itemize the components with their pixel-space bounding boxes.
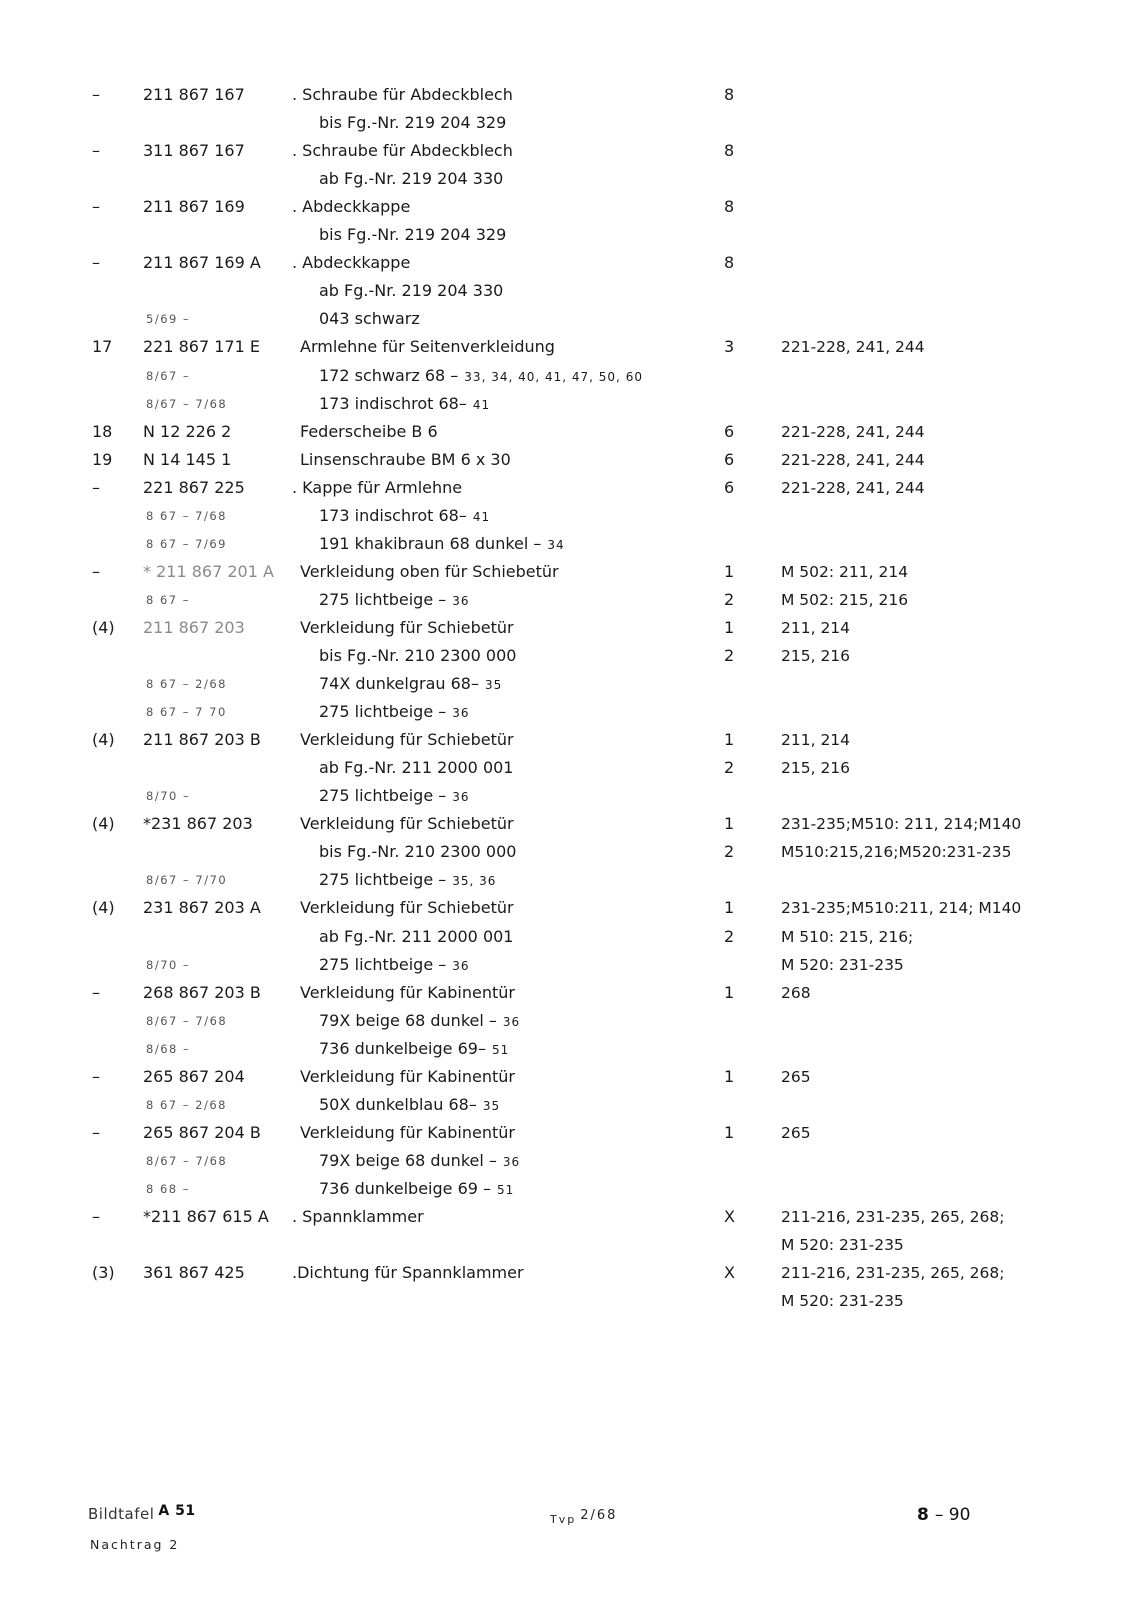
applicable-models: M 520: 231-235: [781, 1236, 904, 1255]
part-description: [319, 1035, 509, 1064]
validity-date: 8 67 – 7 70: [146, 705, 227, 720]
model-codes: 36: [502, 1014, 521, 1029]
applicable-models: 221-228, 241, 244: [781, 422, 925, 441]
part-number: 221 867 225: [143, 477, 245, 497]
quantity: 1: [724, 730, 735, 750]
part-number: 265 867 204: [143, 1066, 245, 1086]
quantity: 2: [724, 926, 735, 946]
description-text: ab Fg.-Nr. 211 2000 001: [319, 926, 514, 946]
part-number: *211 867 615 A: [143, 1207, 269, 1226]
description-text: 172 schwarz 68 –: [319, 365, 459, 385]
validity-date: 8/67 – 7/68: [146, 1153, 228, 1168]
description-text: bis Fg.-Nr. 219 204 329: [319, 225, 507, 245]
parts-list-subrow: [0, 586, 1142, 614]
part-description: [292, 249, 410, 277]
part-description: [319, 221, 506, 249]
description-text: Verkleidung für Schiebetür: [300, 617, 514, 637]
part-number: 211 867 203 B: [143, 730, 261, 750]
applicable-models: 221-228, 241, 244: [781, 450, 925, 469]
part-description: [319, 1091, 500, 1120]
parts-list-row: [0, 1063, 1142, 1091]
quantity: 1: [724, 1122, 735, 1142]
position-number: –: [92, 85, 100, 104]
part-description: [300, 614, 514, 642]
applicable-models: 268: [781, 983, 811, 1002]
validity-date: 8/67 –: [146, 368, 191, 383]
part-description: [292, 81, 513, 109]
model-codes: 34: [547, 537, 565, 552]
part-description: [300, 446, 511, 474]
typ-label: Tvp: [550, 1513, 577, 1526]
description-text: bis Fg.-Nr. 210 2300 000: [319, 646, 517, 665]
applicable-models: 221-228, 241, 244: [781, 478, 925, 497]
position-number: –: [92, 1207, 100, 1226]
part-description: [319, 165, 503, 193]
description-text: 736 dunkelbeige 69 –: [319, 1178, 492, 1198]
part-description: [300, 418, 438, 446]
part-description: [300, 558, 559, 586]
part-description: [300, 979, 515, 1007]
position-number: 17: [92, 337, 113, 357]
part-number: 211 867 169 A: [143, 253, 261, 273]
position-number: (4): [92, 730, 115, 750]
description-text: Verkleidung für Kabinentür: [300, 982, 515, 1002]
parts-list-row: [0, 81, 1142, 109]
quantity: 8: [724, 85, 735, 104]
part-description: [319, 277, 503, 305]
parts-list-subrow: [0, 1175, 1142, 1203]
model-codes: 36: [452, 790, 470, 805]
parts-list-subrow: [0, 502, 1142, 530]
validity-date: 8 67 – 2/68: [146, 677, 227, 692]
applicable-models: M 510: 215, 216;: [781, 927, 914, 946]
part-description: [319, 502, 490, 531]
position-number: –: [92, 253, 100, 273]
quantity: 2: [724, 758, 735, 778]
model-codes: 41: [472, 509, 491, 524]
description-text: . Kappe für Armlehne: [292, 477, 463, 497]
description-text: 173 indischrot 68–: [319, 393, 467, 413]
parts-list-subrow: [0, 305, 1142, 333]
bildtafel-value: A 51: [158, 1503, 196, 1519]
description-text: Verkleidung für Schiebetür: [300, 814, 514, 834]
description-text: 275 lichtbeige –: [319, 589, 447, 609]
applicable-models: 221-228, 241, 244: [781, 338, 925, 357]
parts-list-row: [0, 137, 1142, 165]
part-number: *231 867 203: [143, 814, 253, 834]
description-text: . Spannklammer: [292, 1207, 424, 1226]
validity-date: 5/69 –: [146, 312, 191, 327]
quantity: X: [724, 1263, 735, 1283]
description-text: 74X dunkelgrau 68–: [319, 674, 479, 694]
applicable-models: 265: [781, 1123, 811, 1142]
parts-list-subrow: [0, 866, 1142, 894]
model-codes: 35, 36: [452, 874, 497, 889]
part-description: [300, 894, 514, 922]
part-description: [300, 726, 514, 754]
part-description: [319, 1147, 520, 1176]
parts-list-subrow: [0, 165, 1142, 193]
part-description: [300, 1063, 515, 1091]
part-description: [292, 474, 462, 502]
part-number: * 211 867 201 A: [143, 561, 274, 581]
position-number: –: [92, 982, 100, 1002]
parts-list-row: [0, 474, 1142, 502]
part-description: [319, 1007, 520, 1036]
part-number: 265 867 204 B: [143, 1122, 261, 1142]
applicable-models: 231-235;M510:211, 214; M140: [781, 899, 1022, 918]
part-description: [300, 1119, 515, 1147]
parts-list-row: [0, 446, 1142, 474]
quantity: 2: [724, 589, 735, 609]
parts-list-row: [0, 1259, 1142, 1287]
part-description: [319, 782, 470, 811]
part-description: [319, 866, 496, 895]
applicable-models: 265: [781, 1067, 811, 1086]
position-number: (4): [92, 617, 115, 637]
quantity: 1: [724, 617, 735, 637]
page-number: [917, 1505, 970, 1525]
parts-list-subrow: [0, 754, 1142, 782]
parts-list-subrow: [0, 1035, 1142, 1063]
quantity: 8: [724, 197, 735, 217]
description-text: Verkleidung für Schiebetür: [300, 730, 514, 750]
part-number: N 12 226 2: [143, 421, 232, 441]
parts-list-subrow: [0, 530, 1142, 558]
part-description: [319, 838, 516, 866]
page-number-value: – 90: [934, 1505, 971, 1525]
parts-list-subrow: [0, 277, 1142, 305]
part-description: [292, 137, 513, 165]
parts-list-subrow: [0, 698, 1142, 726]
part-description: [319, 642, 516, 670]
parts-list-subrow: [0, 951, 1142, 979]
part-number: 211 867 203: [143, 617, 245, 637]
part-description: [292, 1203, 424, 1231]
parts-list-row: [0, 894, 1142, 922]
parts-list-subrow: [0, 109, 1142, 137]
parts-list-row: [0, 614, 1142, 642]
quantity: 1: [724, 898, 735, 918]
model-codes: 41: [472, 397, 491, 412]
position-number: 19: [92, 449, 113, 469]
parts-list-subrow: [0, 221, 1142, 249]
part-number: 361 867 425: [143, 1263, 245, 1283]
validity-date: 8/67 – 7/68: [146, 1013, 228, 1028]
description-text: . Abdeckkappe: [292, 253, 411, 273]
applicable-models: M 520: 231-235: [781, 1292, 904, 1311]
parts-list-row: [0, 979, 1142, 1007]
part-description: [319, 754, 513, 782]
description-text: 736 dunkelbeige 69–: [319, 1038, 486, 1058]
quantity: 6: [724, 477, 735, 497]
description-text: 043 schwarz: [319, 309, 420, 329]
position-number: 18: [92, 421, 113, 441]
quantity: 2: [724, 646, 735, 665]
description-text: ab Fg.-Nr. 211 2000 001: [319, 758, 514, 778]
part-description: [292, 1259, 524, 1287]
description-text: Armlehne für Seitenverkleidung: [300, 337, 555, 357]
applicable-models: 211, 214: [781, 731, 851, 750]
position-number: (4): [92, 898, 115, 918]
model-codes: 36: [452, 958, 470, 973]
footer-typ: [550, 1508, 618, 1527]
position-number: –: [92, 477, 100, 497]
model-codes: 51: [497, 1182, 515, 1197]
model-codes: 35: [484, 678, 503, 693]
parts-list-row: [0, 810, 1142, 838]
description-text: Federscheibe B 6: [300, 421, 438, 441]
parts-list-subrow: [0, 1147, 1142, 1175]
description-text: Linsenschraube BM 6 x 30: [300, 449, 511, 469]
quantity: 3: [724, 337, 735, 357]
description-text: 275 lichtbeige –: [319, 870, 447, 890]
part-description: [319, 305, 420, 333]
position-number: (3): [92, 1263, 115, 1283]
applicable-models: 215, 216: [781, 647, 851, 665]
description-text: 79X beige 68 dunkel –: [319, 1150, 497, 1170]
part-description: [319, 586, 470, 615]
typ-value: 2/68: [580, 1508, 618, 1523]
description-text: 50X dunkelblau 68–: [319, 1094, 477, 1114]
parts-list-row: [0, 1119, 1142, 1147]
description-text: 79X beige 68 dunkel –: [319, 1010, 497, 1030]
quantity: 1: [724, 1066, 735, 1086]
part-description: [319, 362, 643, 391]
model-codes: 35: [482, 1098, 501, 1113]
description-text: .Dichtung für Spannklammer: [292, 1263, 524, 1283]
description-text: bis Fg.-Nr. 210 2300 000: [319, 842, 517, 862]
part-description: [319, 951, 470, 980]
parts-list-subrow: [0, 670, 1142, 698]
part-description: [319, 670, 502, 699]
description-text: 191 khakibraun 68 dunkel –: [319, 533, 542, 553]
parts-list-subrow: [0, 1231, 1142, 1259]
parts-list-subrow: [0, 390, 1142, 418]
parts-list-row: [0, 249, 1142, 277]
part-description: [319, 923, 513, 951]
parts-list-row: [0, 333, 1142, 361]
description-text: 275 lichtbeige –: [319, 786, 447, 806]
position-number: –: [92, 561, 100, 581]
bildtafel-label: Bildtafel: [88, 1505, 155, 1523]
parts-list-subrow: [0, 642, 1142, 670]
description-text: ab Fg.-Nr. 219 204 330: [319, 169, 504, 189]
footer-nachtrag: Nachtrag 2: [90, 1537, 180, 1552]
part-description: [319, 1175, 514, 1204]
parts-list-row: [0, 1203, 1142, 1231]
applicable-models: M 520: 231-235: [781, 955, 904, 974]
part-description: [319, 698, 470, 727]
validity-date: 8 67 –: [146, 592, 191, 607]
description-text: Verkleidung für Schiebetür: [300, 898, 514, 918]
parts-list-subrow: [0, 1007, 1142, 1035]
quantity: X: [724, 1207, 735, 1226]
description-text: 275 lichtbeige –: [319, 702, 447, 722]
part-number: 268 867 203 B: [143, 982, 261, 1002]
applicable-models: 211-216, 231-235, 265, 268;: [781, 1208, 1005, 1226]
page-prefix: 8: [917, 1505, 929, 1525]
part-description: [319, 390, 490, 419]
part-number: 211 867 169: [143, 197, 245, 217]
validity-date: 8 67 – 7/69: [146, 536, 227, 551]
applicable-models: M510:215,216;M520:231-235: [781, 843, 1012, 862]
applicable-models: 211, 214: [781, 618, 851, 637]
parts-list-subrow: [0, 923, 1142, 951]
description-text: ab Fg.-Nr. 219 204 330: [319, 281, 504, 301]
model-codes: 33, 34, 40, 41, 47, 50, 60: [464, 369, 643, 384]
model-codes: 36: [502, 1154, 521, 1169]
position-number: (4): [92, 814, 115, 834]
parts-list-row: [0, 558, 1142, 586]
part-description: [300, 333, 555, 361]
description-text: Verkleidung oben für Schiebetür: [300, 561, 559, 581]
parts-list-subrow: [0, 1287, 1142, 1315]
description-text: . Abdeckkappe: [292, 197, 411, 217]
part-description: [300, 810, 514, 838]
description-text: Verkleidung für Kabinentür: [300, 1066, 515, 1086]
parts-list-row: [0, 418, 1142, 446]
model-codes: 36: [452, 593, 470, 608]
description-text: Verkleidung für Kabinentür: [300, 1122, 515, 1142]
applicable-models: 231-235;M510: 211, 214;M140: [781, 815, 1022, 834]
applicable-models: 211-216, 231-235, 265, 268;: [781, 1264, 1005, 1283]
position-number: –: [92, 1122, 100, 1142]
parts-list-row: [0, 726, 1142, 754]
model-codes: 36: [452, 706, 470, 721]
parts-list-subrow: [0, 838, 1142, 866]
description-text: 275 lichtbeige –: [319, 954, 447, 974]
validity-date: 8/70 –: [146, 957, 191, 972]
part-description: [292, 193, 410, 221]
position-number: –: [92, 1066, 100, 1086]
position-number: –: [92, 141, 100, 161]
quantity: 6: [724, 421, 735, 441]
quantity: 1: [724, 814, 735, 834]
footer-bildtafel: [88, 1505, 196, 1523]
part-number: 311 867 167: [143, 141, 245, 161]
part-number: 221 867 171 E: [143, 337, 260, 357]
part-number: 211 867 167: [143, 85, 245, 104]
validity-date: 8 67 – 2/68: [146, 1097, 227, 1112]
part-number: 231 867 203 A: [143, 898, 261, 918]
part-number: N 14 145 1: [143, 449, 232, 469]
parts-list-subrow: [0, 1091, 1142, 1119]
description-text: . Schraube für Abdeckblech: [292, 141, 513, 161]
quantity: 2: [724, 842, 735, 862]
validity-date: 8/70 –: [146, 789, 191, 804]
part-description: [319, 109, 506, 137]
quantity: 1: [724, 561, 735, 581]
applicable-models: M 502: 215, 216: [781, 590, 909, 609]
validity-date: 8 68 –: [146, 1181, 191, 1196]
part-description: [319, 530, 565, 559]
model-codes: 51: [491, 1042, 510, 1057]
validity-date: 8 67 – 7/68: [146, 508, 227, 523]
validity-date: 8/67 – 7/68: [146, 396, 228, 411]
parts-list-subrow: [0, 362, 1142, 390]
position-number: –: [92, 197, 100, 217]
quantity: 8: [724, 141, 735, 161]
description-text: . Schraube für Abdeckblech: [292, 85, 513, 104]
parts-list-subrow: [0, 782, 1142, 810]
validity-date: 8/67 – 7/70: [146, 873, 228, 888]
parts-list-row: [0, 193, 1142, 221]
applicable-models: 215, 216: [781, 759, 851, 778]
description-text: bis Fg.-Nr. 219 204 329: [319, 113, 507, 133]
description-text: 173 indischrot 68–: [319, 505, 467, 525]
applicable-models: M 502: 211, 214: [781, 562, 909, 581]
validity-date: 8/68 –: [146, 1041, 191, 1056]
quantity: 1: [724, 982, 735, 1002]
quantity: 6: [724, 449, 735, 469]
quantity: 8: [724, 253, 735, 273]
